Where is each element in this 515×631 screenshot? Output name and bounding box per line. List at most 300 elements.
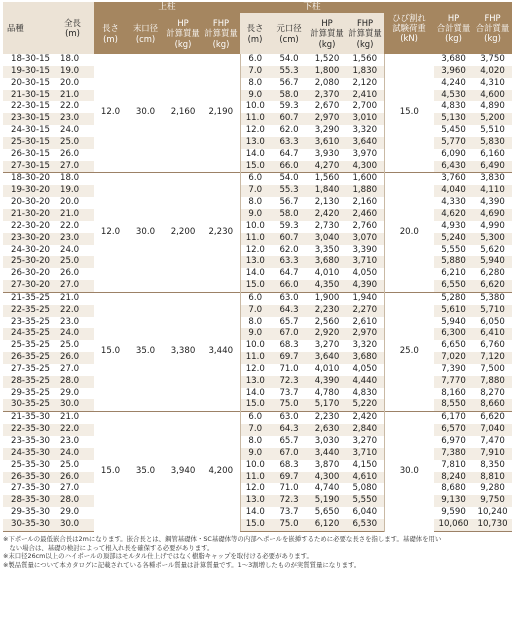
cell-total-fhp: 5,200 xyxy=(473,113,512,125)
cell-lower-fhp: 1,600 xyxy=(346,173,384,185)
cell-lower-hp: 1,900 xyxy=(308,292,346,304)
cell-total-fhp: 5,620 xyxy=(480,244,505,255)
cell-lower-hp: 2,730 xyxy=(314,220,340,231)
cell-lower-length: 7.0 xyxy=(240,66,270,78)
spec-table-wrapper xyxy=(3,2,512,570)
header-lower-hp xyxy=(308,13,346,54)
cell-total-length: 23.0 xyxy=(51,113,94,125)
header-lower-length-text: 長さ (m) xyxy=(246,23,264,44)
cell-lower-fhp: 1,560 xyxy=(352,54,378,65)
cell-lower-diameter: 63.0 xyxy=(270,292,308,304)
table-row xyxy=(3,245,512,257)
cell-hinshu: 18-30-20 xyxy=(3,173,51,185)
cell-lower-hp: 2,970 xyxy=(308,113,346,125)
cell-total-hp: 8,550 xyxy=(434,399,473,411)
cell-total-length: 28.0 xyxy=(51,495,94,507)
cell-lower-hp: 5,650 xyxy=(314,507,340,518)
cell-total-fhp: 7,120 xyxy=(473,352,512,364)
table-row xyxy=(3,197,512,209)
cell-total-length: 24.0 xyxy=(51,328,94,340)
cell-total-fhp: 9,750 xyxy=(473,495,512,507)
cell-total-hp: 6,170 xyxy=(434,412,473,424)
cell-total-length: 21.0 xyxy=(51,90,94,102)
cell-upper-fhp: 2,190 xyxy=(208,107,234,118)
table-row xyxy=(3,352,512,364)
cell-total-fhp: 10,730 xyxy=(473,519,512,531)
cell-upper-fhp: 2,230 xyxy=(202,173,240,292)
cell-lower-hp: 4,740 xyxy=(314,483,340,494)
cell-total-length: 24.0 xyxy=(60,125,80,136)
cell-total-fhp: 4,110 xyxy=(473,185,512,197)
table-row xyxy=(3,256,512,268)
cell-total-fhp: 7,880 xyxy=(473,376,512,388)
cell-lower-length: 8.0 xyxy=(240,197,270,209)
cell-lower-fhp: 3,320 xyxy=(352,125,378,136)
cell-hinshu: 19-30-20 xyxy=(3,185,51,197)
cell-hinshu: 23-35-25 xyxy=(11,316,51,327)
cell-hinshu: 21-30-15 xyxy=(3,90,51,102)
cell-lower-length: 9.0 xyxy=(240,448,270,460)
cell-lower-diameter: 59.3 xyxy=(279,101,299,112)
cell-lower-fhp: 3,270 xyxy=(352,436,378,447)
header-lower-fhp xyxy=(346,13,384,54)
cell-lower-hp: 3,350 xyxy=(314,244,340,255)
cell-hinshu: 19-30-15 xyxy=(3,66,51,78)
cell-lower-length: 11.0 xyxy=(240,352,270,364)
cell-total-length: 23.0 xyxy=(60,436,80,447)
cell-lower-diameter: 62.0 xyxy=(279,125,299,136)
cell-total-length: 23.0 xyxy=(60,316,80,327)
cell-lower-length: 10.0 xyxy=(240,460,270,472)
header-lower-diameter-text: 元口径 (cm) xyxy=(276,23,302,44)
cell-lower-hp: 2,230 xyxy=(308,412,346,424)
table-row xyxy=(3,340,512,352)
table-row xyxy=(3,280,512,292)
cell-total-fhp: 6,490 xyxy=(473,161,512,173)
cell-hinshu: 25-30-20 xyxy=(3,256,51,268)
cell-hinshu: 23-30-20 xyxy=(3,233,51,245)
cell-total-hp: 7,380 xyxy=(434,448,473,460)
cell-total-fhp: 5,710 xyxy=(473,305,512,317)
table-row xyxy=(3,90,512,102)
cell-total-hp: 5,880 xyxy=(434,256,473,268)
cell-total-length: 27.0 xyxy=(51,280,94,292)
cell-lower-hp: 3,440 xyxy=(308,448,346,460)
cell-hinshu: 25-35-25 xyxy=(11,340,51,351)
cell-hinshu: 23-35-30 xyxy=(11,436,51,447)
cell-lower-fhp: 3,070 xyxy=(346,233,384,245)
cell-upper-fhp: 3,440 xyxy=(202,292,240,411)
cell-upper-hp: 2,160 xyxy=(170,107,196,118)
cell-lower-length: 7.0 xyxy=(240,305,270,317)
cell-lower-length: 6.0 xyxy=(240,292,270,304)
cell-total-fhp: 10,240 xyxy=(477,507,508,518)
table-row xyxy=(3,376,512,388)
cell-lower-length: 13.0 xyxy=(240,495,270,507)
cell-lower-length: 9.0 xyxy=(240,90,270,102)
table-row xyxy=(3,507,512,519)
table-row xyxy=(3,78,512,90)
cell-lower-length: 12.0 xyxy=(240,245,270,257)
cell-lower-hp: 3,640 xyxy=(308,352,346,364)
cell-lower-diameter: 68.3 xyxy=(279,459,299,470)
cell-lower-hp: 1,840 xyxy=(308,185,346,197)
cell-lower-hp: 3,290 xyxy=(314,125,340,136)
cell-hinshu: 22-30-20 xyxy=(11,220,51,231)
cell-total-hp: 10,060 xyxy=(434,519,473,531)
footnote-line: ※末口径26cm以上のハイポールの頂部はモルタル仕上げではなく樹脂キャップを取付ける必要があります。 xyxy=(3,552,313,561)
header-total-fhp xyxy=(473,2,512,54)
header-upper-hp-text: HP 計算質量 (kg) xyxy=(166,18,200,49)
cell-crack-load: 15.0 xyxy=(384,54,434,173)
header-upper-length xyxy=(94,13,127,54)
cell-lower-fhp: 2,610 xyxy=(352,316,378,327)
cell-total-fhp: 6,160 xyxy=(480,148,505,159)
cell-lower-length: 7.0 xyxy=(240,424,270,436)
cell-total-fhp: 7,910 xyxy=(473,448,512,460)
cell-total-fhp: 3,830 xyxy=(473,173,512,185)
cell-total-hp: 9,590 xyxy=(441,507,466,518)
cell-total-hp: 7,020 xyxy=(434,352,473,364)
cell-total-hp: 5,610 xyxy=(434,305,473,317)
cell-lower-hp: 4,390 xyxy=(308,376,346,388)
cell-total-hp: 6,650 xyxy=(441,340,466,351)
cell-hinshu: 21-30-20 xyxy=(3,209,51,221)
cell-lower-fhp: 2,120 xyxy=(352,77,378,88)
cell-total-fhp: 4,690 xyxy=(473,209,512,221)
table-row xyxy=(3,209,512,221)
header-lower-group: 下柱 xyxy=(240,2,384,13)
cell-total-length: 26.0 xyxy=(51,352,94,364)
cell-total-length: 22.0 xyxy=(60,101,80,112)
cell-lower-fhp: 4,440 xyxy=(346,376,384,388)
cell-lower-fhp: 5,220 xyxy=(346,399,384,411)
cell-total-length: 19.0 xyxy=(51,185,94,197)
cell-total-hp: 6,570 xyxy=(434,424,473,436)
cell-total-length: 24.0 xyxy=(60,244,80,255)
cell-lower-fhp: 4,050 xyxy=(352,268,378,279)
cell-lower-length: 10.0 xyxy=(240,340,270,352)
cell-total-length: 25.0 xyxy=(51,137,94,149)
cell-lower-diameter: 65.7 xyxy=(279,436,299,447)
cell-lower-hp: 1,520 xyxy=(314,54,340,65)
cell-total-hp: 4,040 xyxy=(434,185,473,197)
cell-total-hp: 4,530 xyxy=(434,90,473,102)
cell-total-length: 27.0 xyxy=(60,483,80,494)
cell-lower-diameter: 55.3 xyxy=(270,66,308,78)
cell-total-hp: 3,960 xyxy=(434,66,473,78)
cell-lower-hp: 2,630 xyxy=(308,424,346,436)
cell-hinshu: 22-35-30 xyxy=(3,424,51,436)
cell-lower-diameter: 66.0 xyxy=(270,280,308,292)
cell-total-length: 23.0 xyxy=(51,233,94,245)
cell-lower-diameter: 56.7 xyxy=(279,77,299,88)
cell-total-fhp: 8,660 xyxy=(473,399,512,411)
cell-total-fhp: 4,600 xyxy=(473,90,512,102)
table-row xyxy=(3,472,512,484)
cell-hinshu: 18-30-15 xyxy=(11,54,51,65)
cell-total-length: 22.0 xyxy=(60,220,80,231)
table-header xyxy=(3,2,512,54)
table-row xyxy=(3,317,512,329)
cell-upper-hp: 3,940 xyxy=(164,412,202,531)
cell-lower-fhp: 3,390 xyxy=(352,244,378,255)
cell-lower-fhp: 2,270 xyxy=(346,305,384,317)
cell-total-fhp: 6,280 xyxy=(480,268,505,279)
cell-lower-diameter: 75.0 xyxy=(270,399,308,411)
header-lower-diameter xyxy=(270,13,308,54)
cell-lower-diameter: 54.0 xyxy=(270,173,308,185)
cell-total-fhp: 5,830 xyxy=(473,137,512,149)
cell-lower-hp: 2,080 xyxy=(314,77,340,88)
cell-lower-diameter: 60.7 xyxy=(270,233,308,245)
cell-total-fhp: 6,410 xyxy=(473,328,512,340)
header-total-hp xyxy=(434,2,473,54)
cell-total-fhp: 8,810 xyxy=(473,472,512,484)
cell-lower-hp: 2,420 xyxy=(308,209,346,221)
cell-lower-length: 13.0 xyxy=(240,256,270,268)
table-row xyxy=(3,185,512,197)
header-lower-hp-text: HP 計算質量 (kg) xyxy=(310,18,344,49)
cell-lower-length: 9.0 xyxy=(240,328,270,340)
cell-lower-fhp: 2,160 xyxy=(352,197,378,208)
cell-lower-hp: 3,040 xyxy=(308,233,346,245)
cell-hinshu: 21-35-25 xyxy=(3,292,51,304)
cell-total-fhp: 4,310 xyxy=(480,77,505,88)
cell-lower-diameter: 58.0 xyxy=(270,209,308,221)
cell-lower-diameter: 64.3 xyxy=(270,424,308,436)
cell-lower-length: 9.0 xyxy=(240,209,270,221)
cell-total-length: 26.0 xyxy=(60,148,80,159)
header-crack-text: ひび割れ 試験荷重 (kN) xyxy=(392,12,426,44)
cell-lower-length: 13.0 xyxy=(240,376,270,388)
cell-total-fhp: 4,890 xyxy=(480,101,505,112)
cell-hinshu: 29-35-25 xyxy=(11,387,51,398)
cell-total-fhp: 5,380 xyxy=(473,292,512,304)
cell-lower-diameter: 63.0 xyxy=(270,412,308,424)
cell-lower-diameter: 66.0 xyxy=(270,161,308,173)
cell-lower-length: 14.0 xyxy=(240,149,270,161)
cell-lower-diameter: 59.3 xyxy=(279,220,299,231)
cell-lower-hp: 1,560 xyxy=(308,173,346,185)
footnote-line: ※下ポールの最低嵌合長は2mになります。嵌合長とは、鋼管基礎体・SC基礎体等の内部へポールを嵌挿するために必要な長さを指します。基礎体を用い xyxy=(3,534,442,543)
cell-hinshu: 27-30-15 xyxy=(3,161,51,173)
cell-lower-diameter: 58.0 xyxy=(270,90,308,102)
footnote-line: ない場合は、基礎の検討によって根入れ長を確保する必要があります。 xyxy=(3,543,214,552)
table-row xyxy=(3,448,512,460)
cell-upper-diameter: 30.0 xyxy=(127,173,164,292)
table-body xyxy=(3,54,512,531)
cell-lower-diameter: 60.7 xyxy=(270,113,308,125)
cell-total-fhp: 8,350 xyxy=(480,459,505,470)
cell-total-hp: 4,620 xyxy=(434,209,473,221)
cell-hinshu: 27-35-25 xyxy=(11,363,51,374)
cell-lower-fhp: 1,830 xyxy=(346,66,384,78)
cell-lower-diameter: 69.7 xyxy=(270,472,308,484)
cell-lower-fhp: 2,420 xyxy=(346,412,384,424)
cell-hinshu: 27-30-20 xyxy=(3,280,51,292)
cell-total-hp: 4,330 xyxy=(441,197,466,208)
header-hinshu: 品種 xyxy=(3,2,51,54)
cell-upper-diameter: 35.0 xyxy=(127,412,164,531)
cell-total-fhp: 6,620 xyxy=(473,412,512,424)
cell-total-length: 25.0 xyxy=(60,340,80,351)
cell-total-length: 26.0 xyxy=(51,472,94,484)
cell-upper-length: 12.0 xyxy=(94,173,127,292)
footnotes xyxy=(3,535,508,570)
cell-hinshu: 21-35-30 xyxy=(3,412,51,424)
table-row xyxy=(3,436,512,448)
table-row xyxy=(3,101,512,113)
table-row xyxy=(3,125,512,137)
cell-total-length: 22.0 xyxy=(51,424,94,436)
cell-total-hp: 5,550 xyxy=(441,244,466,255)
cell-upper-hp: 3,380 xyxy=(164,292,202,411)
cell-upper-diameter: 35.0 xyxy=(127,292,164,411)
table-row xyxy=(3,292,512,304)
cell-lower-fhp: 4,610 xyxy=(346,472,384,484)
cell-total-length: 22.0 xyxy=(51,305,94,317)
pole-spec-table xyxy=(3,2,512,532)
table-row xyxy=(3,149,512,161)
cell-lower-length: 11.0 xyxy=(240,472,270,484)
cell-hinshu: 25-35-30 xyxy=(11,459,51,470)
table-row xyxy=(3,460,512,472)
table-row xyxy=(3,305,512,317)
cell-lower-hp: 4,270 xyxy=(308,161,346,173)
cell-total-length: 27.0 xyxy=(51,161,94,173)
cell-total-hp: 6,090 xyxy=(441,148,466,159)
cell-total-fhp: 5,300 xyxy=(473,233,512,245)
cell-hinshu: 24-30-15 xyxy=(11,125,51,136)
cell-lower-length: 15.0 xyxy=(240,161,270,173)
cell-upper-length: 15.0 xyxy=(94,412,127,531)
header-upper-diameter xyxy=(127,13,164,54)
cell-total-length: 21.0 xyxy=(51,292,94,304)
cell-lower-length: 11.0 xyxy=(240,113,270,125)
cell-lower-fhp: 2,840 xyxy=(346,424,384,436)
cell-total-length: 20.0 xyxy=(60,197,80,208)
cell-total-length: 20.0 xyxy=(60,77,80,88)
cell-lower-hp: 3,270 xyxy=(314,340,340,351)
cell-total-length: 30.0 xyxy=(51,399,94,411)
cell-lower-length: 15.0 xyxy=(240,519,270,531)
cell-total-hp: 6,430 xyxy=(434,161,473,173)
cell-crack-load: 30.0 xyxy=(384,412,434,531)
cell-total-hp: 5,280 xyxy=(434,292,473,304)
cell-total-fhp: 4,020 xyxy=(473,66,512,78)
cell-lower-fhp: 3,010 xyxy=(346,113,384,125)
cell-total-length: 21.0 xyxy=(51,209,94,221)
cell-lower-hp: 5,190 xyxy=(308,495,346,507)
cell-total-hp: 5,770 xyxy=(434,137,473,149)
cell-hinshu: 23-30-15 xyxy=(3,113,51,125)
cell-lower-length: 14.0 xyxy=(240,507,270,519)
cell-lower-hp: 3,870 xyxy=(314,459,340,470)
cell-lower-fhp: 4,150 xyxy=(352,459,378,470)
cell-total-hp: 6,210 xyxy=(441,268,466,279)
cell-lower-fhp: 3,320 xyxy=(352,340,378,351)
cell-lower-length: 11.0 xyxy=(240,233,270,245)
cell-lower-length: 6.0 xyxy=(240,173,270,185)
cell-lower-fhp: 4,830 xyxy=(352,387,378,398)
cell-lower-diameter: 63.3 xyxy=(270,137,308,149)
cell-hinshu: 26-35-25 xyxy=(3,352,51,364)
header-upper-fhp xyxy=(202,13,240,54)
cell-crack-load: 20.0 xyxy=(384,173,434,292)
cell-hinshu: 25-30-15 xyxy=(3,137,51,149)
cell-total-hp: 3,760 xyxy=(434,173,473,185)
table-row xyxy=(3,137,512,149)
table-row xyxy=(3,412,512,424)
header-zencho xyxy=(51,2,94,54)
cell-lower-diameter: 69.7 xyxy=(270,352,308,364)
cell-lower-hp: 3,930 xyxy=(314,148,340,159)
cell-total-length: 25.0 xyxy=(60,459,80,470)
cell-lower-fhp: 5,550 xyxy=(346,495,384,507)
cell-lower-length: 14.0 xyxy=(240,388,270,400)
cell-total-hp: 6,550 xyxy=(434,280,473,292)
cell-lower-hp: 5,170 xyxy=(308,399,346,411)
cell-hinshu: 20-30-20 xyxy=(11,197,51,208)
cell-lower-diameter: 64.3 xyxy=(270,305,308,317)
cell-total-length: 27.0 xyxy=(60,363,80,374)
cell-total-fhp: 6,050 xyxy=(480,316,505,327)
table-row xyxy=(3,113,512,125)
cell-total-length: 29.0 xyxy=(60,387,80,398)
cell-lower-diameter: 71.0 xyxy=(279,363,299,374)
cell-total-fhp: 7,040 xyxy=(473,424,512,436)
cell-total-fhp: 6,760 xyxy=(480,340,505,351)
cell-total-hp: 9,130 xyxy=(434,495,473,507)
cell-total-fhp: 4,390 xyxy=(480,197,505,208)
cell-lower-hp: 3,610 xyxy=(308,137,346,149)
header-total-hp-text: HP 合計質量 (kg) xyxy=(436,12,471,44)
cell-lower-fhp: 2,410 xyxy=(346,90,384,102)
cell-total-hp: 5,240 xyxy=(434,233,473,245)
cell-hinshu: 22-35-25 xyxy=(3,305,51,317)
cell-hinshu: 26-35-30 xyxy=(3,472,51,484)
cell-hinshu: 28-35-30 xyxy=(3,495,51,507)
cell-lower-fhp: 3,970 xyxy=(352,148,378,159)
cell-lower-fhp: 4,300 xyxy=(346,161,384,173)
cell-total-hp: 6,300 xyxy=(434,328,473,340)
cell-lower-fhp: 2,970 xyxy=(346,328,384,340)
cell-hinshu: 30-35-30 xyxy=(3,519,51,531)
cell-lower-diameter: 64.7 xyxy=(279,268,299,279)
cell-total-fhp: 6,620 xyxy=(473,280,512,292)
cell-total-hp: 3,680 xyxy=(441,54,466,65)
cell-total-fhp: 7,500 xyxy=(480,363,505,374)
cell-total-fhp: 5,510 xyxy=(480,125,505,136)
cell-lower-diameter: 65.7 xyxy=(279,316,299,327)
cell-lower-diameter: 54.0 xyxy=(279,54,299,65)
cell-lower-fhp: 2,700 xyxy=(352,101,378,112)
cell-lower-length: 15.0 xyxy=(240,280,270,292)
cell-lower-hp: 2,130 xyxy=(314,197,340,208)
cell-lower-diameter: 73.7 xyxy=(279,507,299,518)
cell-lower-hp: 2,560 xyxy=(314,316,340,327)
cell-lower-length: 12.0 xyxy=(240,483,270,495)
table-row xyxy=(3,388,512,400)
cell-total-hp: 4,240 xyxy=(441,77,466,88)
cell-lower-fhp: 4,390 xyxy=(346,280,384,292)
cell-lower-diameter: 68.3 xyxy=(279,340,299,351)
table-row xyxy=(3,173,512,185)
cell-lower-hp: 6,120 xyxy=(308,519,346,531)
cell-total-hp: 7,390 xyxy=(441,363,466,374)
cell-lower-fhp: 3,640 xyxy=(346,137,384,149)
